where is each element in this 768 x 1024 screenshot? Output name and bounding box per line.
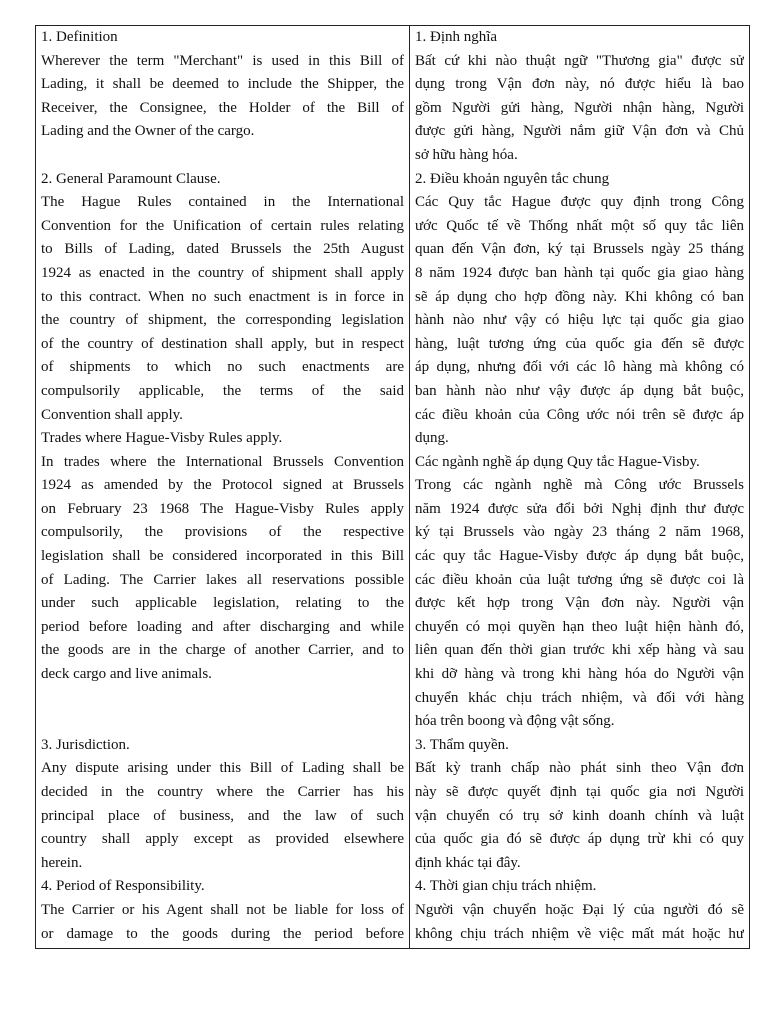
vietnamese-line: định khác tại đây.: [415, 854, 521, 871]
vietnamese-line: sẽ áp dụng cho hợp đồng này. Khi không có ban: [415, 288, 744, 305]
english-line: Convention for the Unification of certain rules relating: [41, 217, 404, 234]
vietnamese-line: 8 năm 1924 được ban hành tại quốc gia giao hàng: [415, 264, 744, 281]
english-line: compulsorily applicable, the terms of the said: [41, 382, 404, 399]
bill-of-lading-bilingual-table: [35, 25, 750, 949]
vietnamese-line: Bất kỳ tranh chấp nào phát sinh theo Vận đơn: [415, 760, 744, 777]
vietnamese-line: này sẽ được quyết định tại quốc gia nơi Người: [415, 784, 744, 800]
vietnamese-line: ký tại Brussels vào ngày 23 tháng 2 năm 1968,: [415, 524, 744, 541]
vietnamese-line: chuyển khác chịu trách nhiệm, và đối với hàng: [415, 689, 744, 706]
table-row: [36, 26, 750, 949]
vietnamese-line: 2. Điều khoản nguyên tắc chung: [415, 170, 610, 187]
vietnamese-line: Trong các ngành nghề mà Công ước Brussels: [415, 477, 744, 494]
english-line: of shipments to which no such enactments are: [41, 359, 404, 376]
vietnamese-line: các quy tắc Hague-Visby được áp dụng bắt buộc,: [415, 548, 744, 565]
vietnamese-line: hóa trên boong và động vật sống.: [415, 713, 615, 730]
english-line: under such applicable legislation, relating to the: [41, 595, 404, 612]
english-line: principal place of business, and the law of such: [41, 807, 404, 824]
vietnamese-line: áp dụng, nhưng đối với các lô hàng mà không có: [415, 359, 744, 376]
english-line: The Carrier or his Agent shall not be liable for loss of: [41, 901, 404, 918]
english-line: herein.: [41, 854, 83, 871]
vietnamese-line: năm 1924 được sửa đổi bởi Nghị định thư được: [415, 500, 744, 517]
english-line: country shall apply except as provided elsewhere: [41, 831, 404, 848]
vietnamese-line: sở hữu hàng hóa.: [415, 146, 518, 163]
english-line: or damage to the goods during the period before: [41, 925, 404, 942]
english-line: 2. General Paramount Clause.: [41, 170, 221, 187]
vietnamese-line: các điều khoản của luật tương ứng sẽ được coi là: [415, 571, 744, 588]
vietnamese-line: không chịu trách nhiệm về việc mất mát hoặc hư: [415, 925, 744, 942]
english-line: decided in the country where the Carrier has his: [41, 784, 404, 800]
vietnamese-line: liên quan đến thời gian trước khi xếp hàng và sau: [415, 642, 744, 659]
vietnamese-line: Người vận chuyển hoặc Đại lý của người đó sẽ: [415, 901, 744, 918]
vietnamese-line: hàng, luật tương ứng của quốc gia đến sẽ được: [415, 335, 744, 352]
english-line: Trades where Hague-Visby Rules apply.: [41, 430, 283, 447]
english-line: 4. Period of Responsibility.: [41, 878, 205, 895]
english-line: on February 23 1968 The Hague-Visby Rules apply: [41, 500, 404, 517]
vietnamese-line: chuyển có mọi quyền hạn theo luật hiện hành đó,: [415, 618, 744, 635]
english-line: the country of shipment, the corresponding legislation: [41, 312, 404, 329]
english-line: The Hague Rules contained in the International: [41, 194, 404, 211]
english-column: [36, 26, 410, 949]
vietnamese-line: ước Quốc tế về Thống nhất một số quy tắc liên: [415, 217, 744, 234]
vietnamese-line: quan đến Vận đơn, ký tại Brussels ngày 25 tháng: [415, 241, 744, 258]
vietnamese-line: khi dỡ hàng và trong khi hàng hóa do Người vận: [415, 666, 744, 683]
english-line: [41, 144, 404, 168]
vietnamese-line: Các ngành nghề áp dụng Quy tắc Hague-Visby.: [415, 453, 700, 470]
vietnamese-line: được kết hợp trong Vận đơn này. Người vận: [415, 595, 744, 612]
english-line: 1. Definition: [41, 29, 118, 45]
english-line: deck cargo and live animals.: [41, 666, 212, 683]
english-line: of the country of destination shall apply, but in respect: [41, 335, 404, 352]
vietnamese-line: hành nào như vậy có hiệu lực tại quốc gia giao: [415, 312, 744, 329]
english-line: the goods are in the charge of another Carrier, and to: [41, 642, 404, 659]
english-line: to this contract. When no such enactment is in force in: [41, 288, 404, 305]
english-line: 3. Jurisdiction.: [41, 736, 130, 753]
english-line: 1924 as amended by the Protocol signed at Brussels: [41, 477, 404, 494]
vietnamese-line: được gửi hàng, Người nắm giữ Vận đơn và Chủ: [415, 123, 744, 140]
english-line: Any dispute arising under this Bill of Lading shall be: [41, 760, 404, 777]
vietnamese-line: của quốc gia đó sẽ được áp dụng trừ khi có quy: [415, 831, 744, 848]
english-line: In trades where the International Brussels Convention: [41, 453, 404, 470]
english-line: compulsorily, the provisions of the respective: [41, 524, 404, 541]
english-line: Wherever the term "Merchant" is used in this Bill of: [41, 52, 404, 69]
vietnamese-line: 3. Thẩm quyền.: [415, 736, 509, 753]
vietnamese-line: các điều khoản của Công ước nói trên sẽ được áp: [415, 406, 744, 423]
vietnamese-line: Các Quy tắc Hague được quy định trong Công: [415, 194, 744, 211]
english-line: legislation shall be considered incorporated in this Bill: [41, 548, 404, 565]
english-line: period before loading and after discharging and while: [41, 618, 404, 635]
english-line: [41, 687, 404, 711]
english-line: [41, 710, 404, 734]
vietnamese-column: [410, 26, 750, 949]
vietnamese-line: gồm Người gửi hàng, Người nhận hàng, Người: [415, 99, 744, 116]
vietnamese-line: ban hành nào như vậy được áp dụng bắt buộc,: [415, 382, 744, 399]
vietnamese-line: Bất cứ khi nào thuật ngữ "Thương gia" được sử: [415, 52, 744, 69]
english-line: Lading, it shall be deemed to include the Shipper, the: [41, 76, 404, 93]
vietnamese-line: 4. Thời gian chịu trách nhiệm.: [415, 878, 597, 895]
vietnamese-line: dụng.: [415, 430, 449, 447]
vietnamese-line: vận chuyển có trụ sở kinh doanh chính và luật: [415, 807, 744, 824]
english-line: Receiver, the Consignee, the Holder of the Bill of: [41, 99, 404, 116]
vietnamese-line: dụng trong Vận đơn này, nó được hiểu là bao: [415, 76, 744, 93]
english-line: to Bills of Lading, dated Brussels the 25th August: [41, 241, 404, 258]
english-line: Lading and the Owner of the cargo.: [41, 123, 255, 140]
english-line: of Lading. The Carrier lakes all reservations possible: [41, 571, 404, 588]
english-line: 1924 as enacted in the country of shipment shall apply: [41, 264, 404, 281]
english-line: Convention shall apply.: [41, 406, 183, 423]
vietnamese-line: 1. Định nghĩa: [415, 29, 498, 45]
